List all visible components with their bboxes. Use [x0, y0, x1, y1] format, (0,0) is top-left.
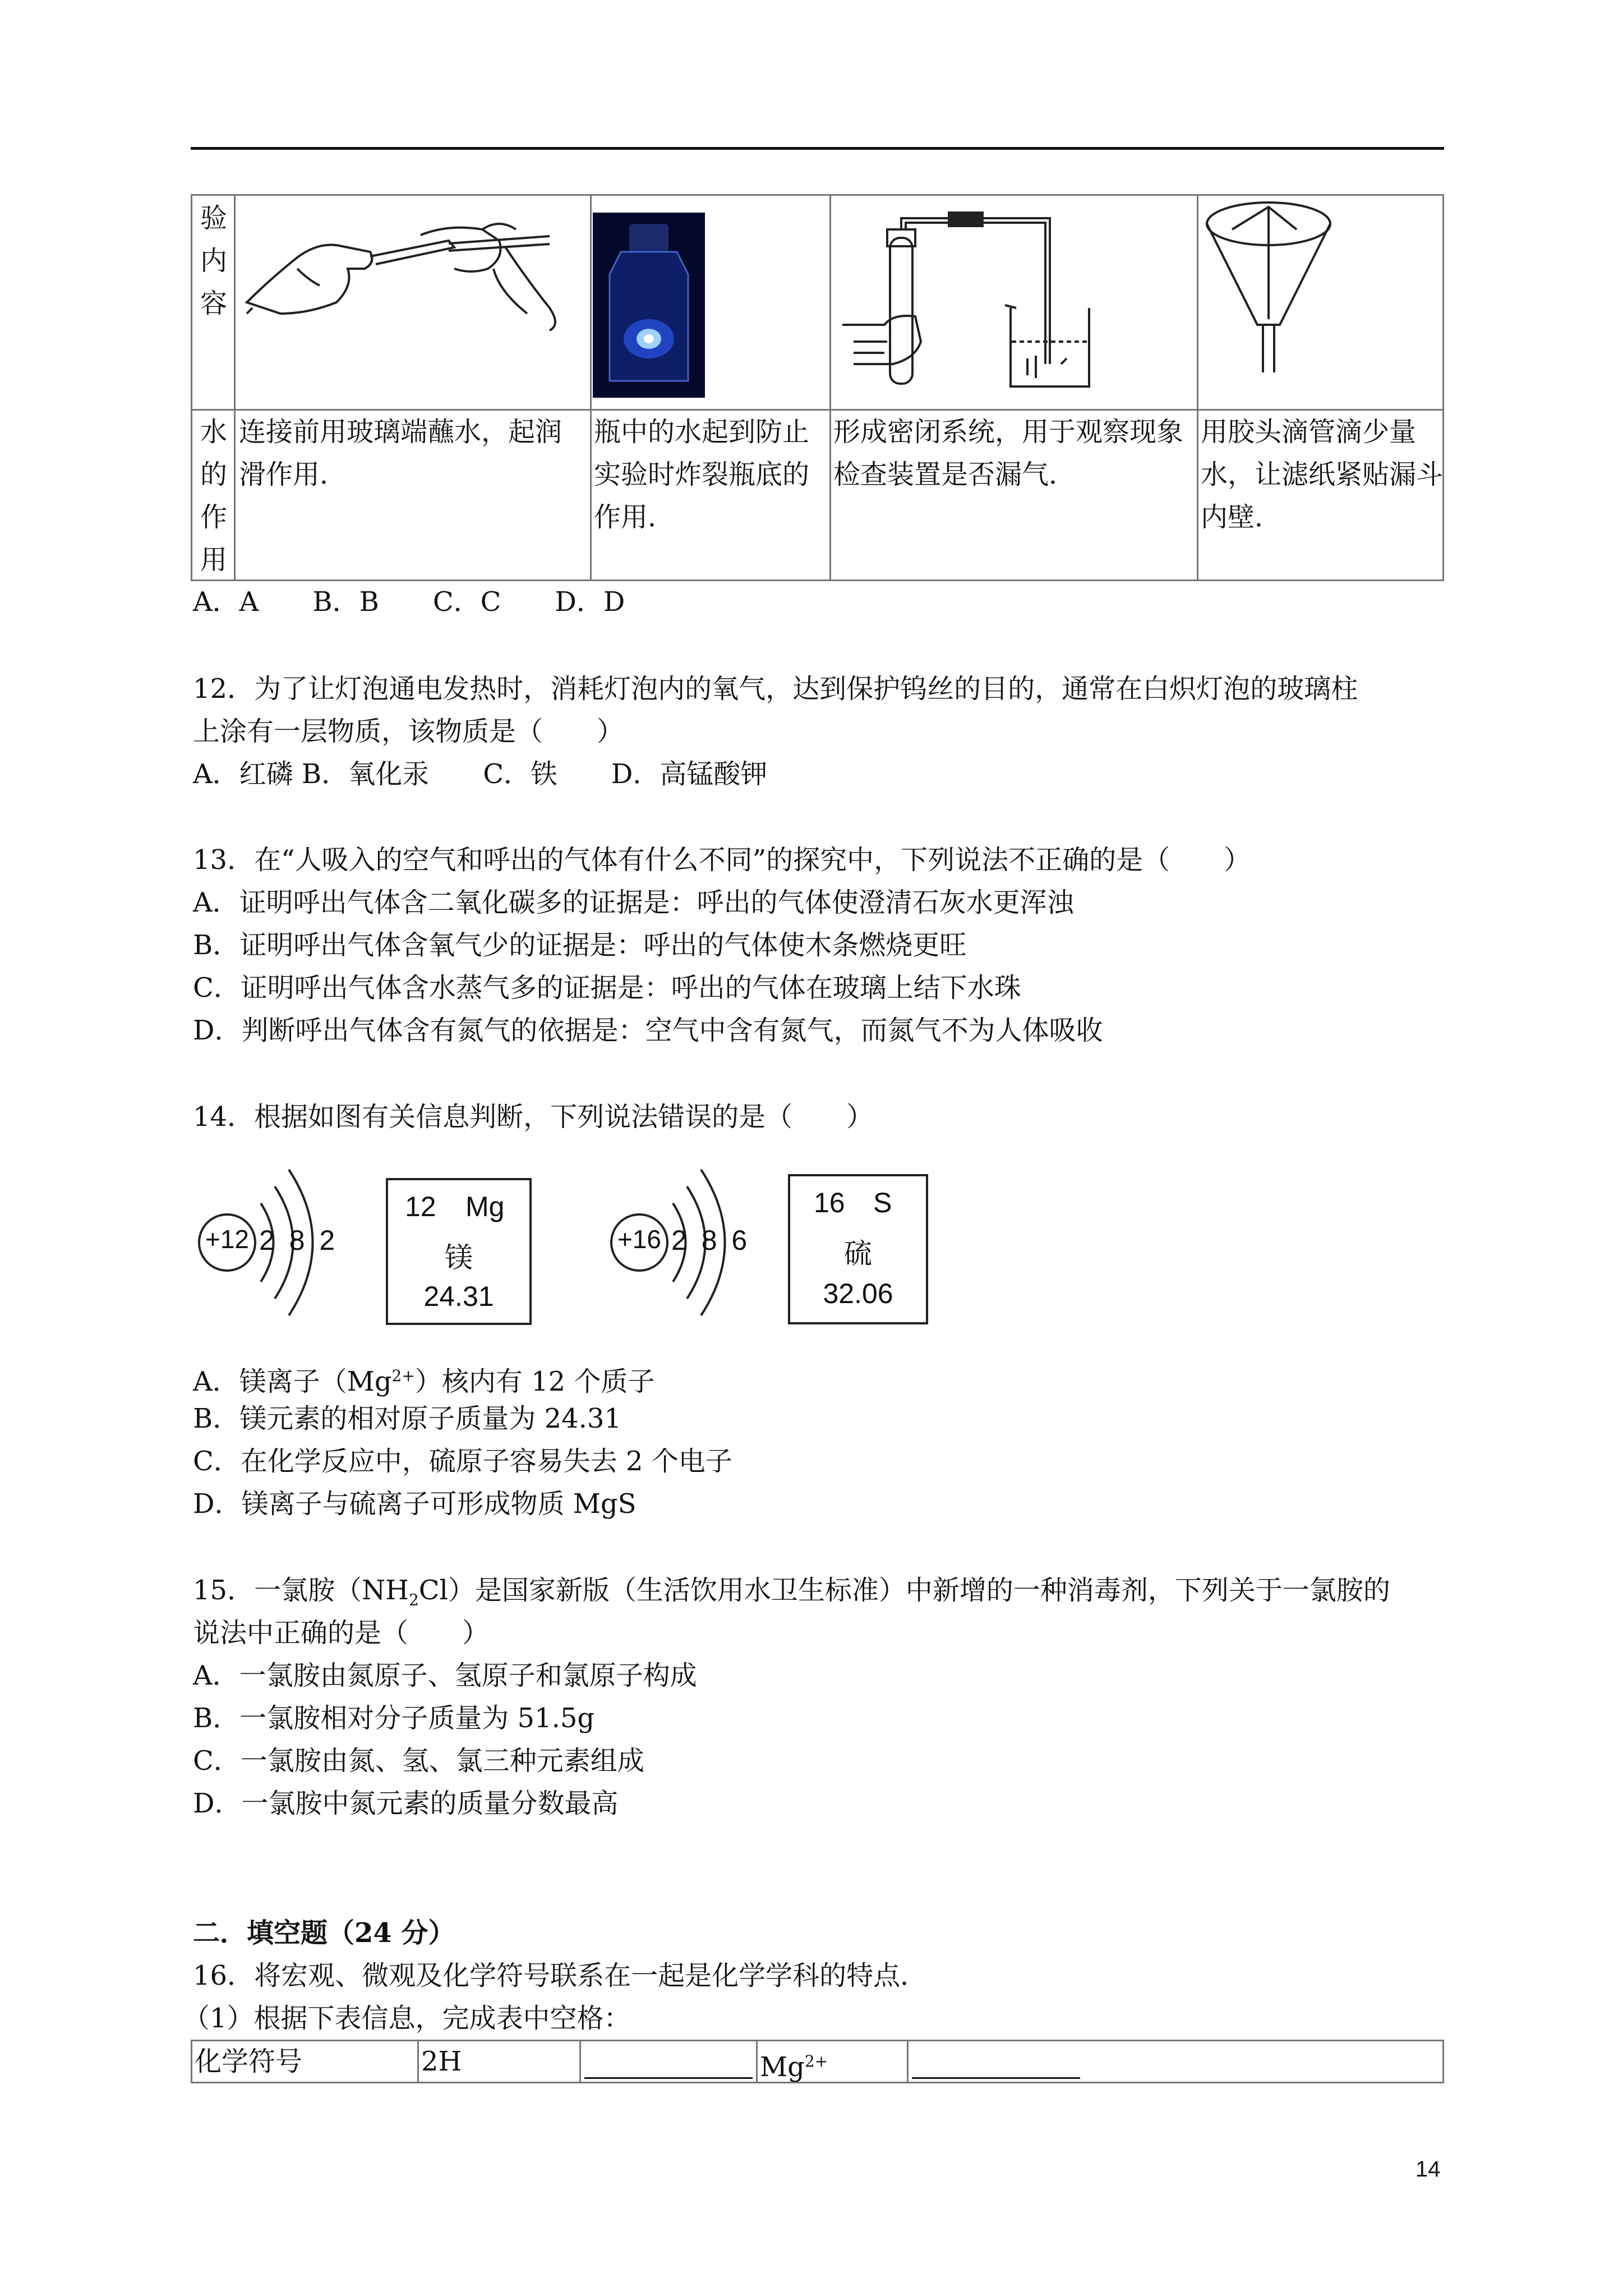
section-heading: 二．填空题（24 分） — [193, 1917, 455, 1949]
q16-table-label-cell: 化学符号 — [191, 2040, 419, 2083]
hands-connecting-glass-tube-image — [236, 196, 589, 403]
q15-option-a: A．一氯胺由氮原子、氢原子和氯原子构成 — [193, 1660, 697, 1691]
burning-bottle-photo — [593, 213, 705, 398]
s-atom-structure-diagram — [603, 1150, 771, 1335]
s-element-card — [788, 1174, 928, 1324]
table-cell-water-use-d: 用胶头滴管滴少量水，让滤纸紧贴漏斗内壁． — [1197, 409, 1444, 581]
mg-name: 镁 — [445, 1242, 473, 1273]
airtightness-check-apparatus-image — [831, 196, 1196, 403]
mg-atom-structure-diagram — [191, 1150, 359, 1335]
q14-option-d: D．镁离子与硫离子可形成物质 MgS — [193, 1488, 637, 1520]
q14-option-a: A．镁离子$(Mg^{2+})$核内有 12 个质子 — [193, 1366, 655, 1397]
q14-option-c: C．在化学反应中，硫原子容易失去 2 个电子 — [193, 1446, 732, 1477]
q11-options: A．A B．B C．C D．D — [193, 586, 625, 618]
q12-stem-line1: 12．为了让灯泡通电发热时，消耗灯泡内的氧气，达到保护钨丝的目的，通常在白炽灯泡的玻璃柱 — [193, 673, 1358, 705]
table-cell-image-glass-tube — [234, 194, 592, 411]
mg-atomic-mass: 24.31 — [423, 1281, 494, 1312]
q13-option-a: A．证明呼出气体含二氧化碳多的证据是：呼出的气体使澄清石灰水更浑浊 — [193, 887, 1074, 918]
table-cell-image-bottle — [590, 194, 831, 411]
s-electron-shells: 2 8 6 — [671, 1225, 748, 1256]
table-cell-water-use-c: 形成密闭系统，用于观察现象检查装置是否漏气． — [829, 409, 1198, 581]
answer-blank[interactable] — [584, 2077, 753, 2079]
header-rule — [191, 147, 1444, 150]
table-cell-row2-label: 水 的 作 用 — [191, 409, 236, 581]
mg-electron-shells: 2 8 2 — [259, 1225, 335, 1256]
mg-atomic-number: 12 — [405, 1191, 436, 1222]
q16-table-cell-blank-1 — [579, 2040, 758, 2083]
table-cell-water-use-a: 连接前用玻璃端蘸水，起润滑作用． — [234, 409, 592, 581]
q14-option-b: B．镁元素的相对原子质量为 24.31 — [193, 1403, 621, 1434]
q16-sub1: （1）根据下表信息，完成表中空格： — [183, 2003, 631, 2034]
s-name: 硫 — [844, 1238, 872, 1269]
q12-stem-line2: 上涂有一层物质，该物质是（ ） — [193, 716, 624, 747]
q16-table-cell-2h: 2H — [417, 2040, 581, 2083]
q12-options: A．红磷 B．氧化汞 C．铁 D．高锰酸钾 — [193, 758, 768, 790]
mg-element-card — [386, 1178, 532, 1325]
answer-blank[interactable] — [912, 2077, 1080, 2079]
q16-table-cell-blank-2 — [907, 2040, 1444, 2083]
filter-funnel-image — [1198, 196, 1440, 403]
q13-option-d: D．判断呼出气体含有氮气的依据是：空气中含有氮气，而氮气不为人体吸收 — [193, 1015, 1103, 1046]
q16-table-cell-mg-ion: $Mg^{2+}$ — [756, 2040, 909, 2083]
q14-stem: 14．根据如图有关信息判断，下列说法错误的是（ ） — [193, 1101, 874, 1133]
s-symbol: S — [873, 1187, 892, 1218]
q13-stem: 13．在“人吸入的空气和呼出的气体有什么不同”的探究中，下列说法不正确的是（ ） — [193, 844, 1251, 876]
table-cell-image-funnel — [1197, 194, 1444, 411]
q15-option-c: C．一氯胺由氮、氢、氯三种元素组成 — [193, 1745, 644, 1777]
page-number: 14 — [1415, 2157, 1441, 2182]
q15-stem-line2: 说法中正确的是（ ） — [193, 1617, 490, 1649]
q15-stem-line1: 15．一氯胺$(NH_2Cl)$是国家新版（生活饮用水卫生标准）中新增的一种消毒剂，下列关于一氯胺的 — [193, 1575, 1390, 1609]
table-cell-water-use-b: 瓶中的水起到防止实验时炸裂瓶底的作用． — [590, 409, 831, 581]
q13-option-c: C．证明呼出气体含水蒸气多的证据是：呼出的气体在玻璃上结下水珠 — [193, 972, 1021, 1004]
q15-option-b: B．一氯胺相对分子质量为 51.5g — [193, 1703, 595, 1734]
s-atomic-number: 16 — [814, 1187, 845, 1218]
mg-nucleus-label: +12 — [205, 1225, 250, 1254]
s-atomic-mass: 32.06 — [823, 1278, 893, 1309]
mg-symbol: Mg — [465, 1191, 505, 1222]
q13-option-b: B．证明呼出气体含氧气少的证据是：呼出的气体使木条燃烧更旺 — [193, 930, 967, 961]
s-nucleus-label: +16 — [617, 1225, 662, 1254]
table-cell-row1-label: 验 内 容 — [191, 194, 236, 411]
q16-stem: 16．将宏观、微观及化学符号联系在一起是化学学科的特点． — [193, 1960, 928, 1991]
table-cell-image-airtight-check — [829, 194, 1198, 411]
q15-option-d: D．一氯胺中氮元素的质量分数最高 — [193, 1788, 619, 1819]
